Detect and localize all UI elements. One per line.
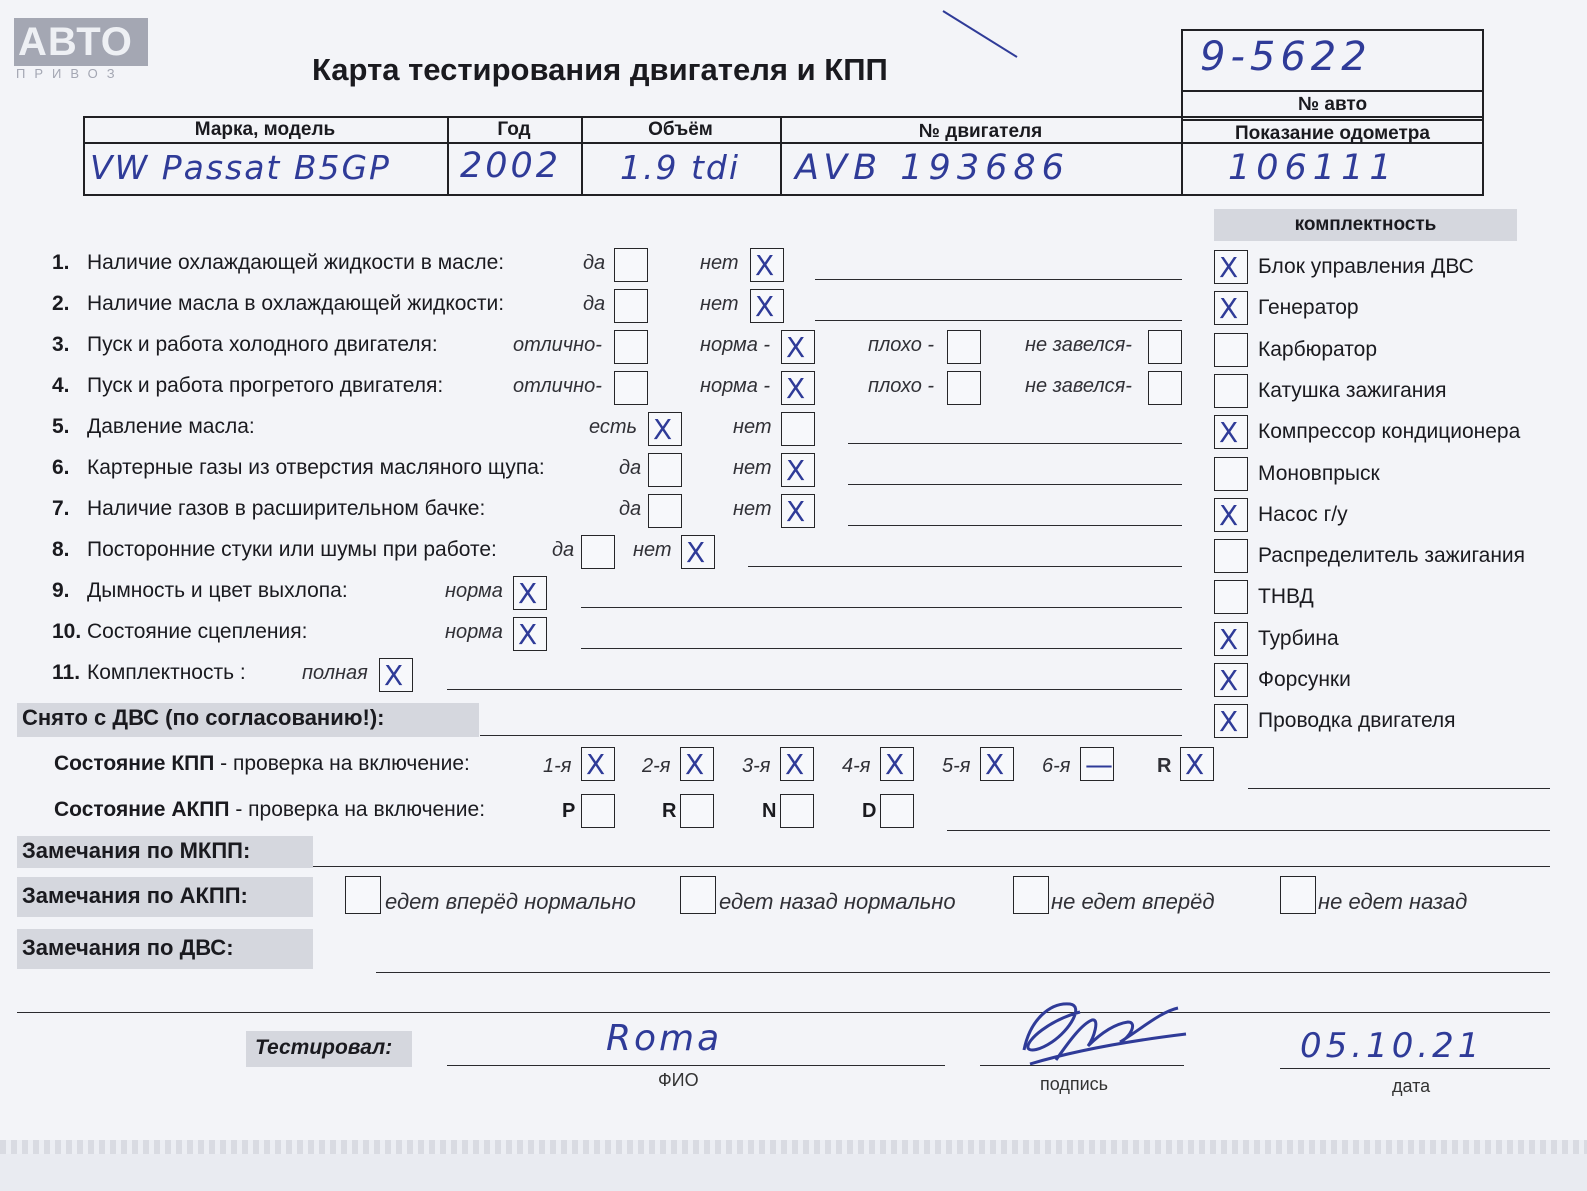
question-text: Состояние сцепления: <box>87 620 308 643</box>
check-mark: X <box>1219 622 1239 656</box>
question-number: 7. <box>52 497 70 520</box>
check-mark: X <box>1219 251 1239 284</box>
akpp-remark-label: не едет назад <box>1318 889 1468 914</box>
answer-checkbox[interactable] <box>781 412 815 446</box>
completeness-item-label: Насос г/у <box>1258 502 1348 526</box>
akpp-line <box>947 830 1550 831</box>
gear-label: 6-я <box>1042 755 1071 777</box>
gear-checkbox[interactable] <box>880 747 914 781</box>
completeness-checkbox[interactable] <box>1214 291 1248 325</box>
answer-checkbox[interactable] <box>750 248 784 282</box>
gear-checkbox[interactable] <box>980 747 1014 781</box>
question-text: Посторонние стуки или шумы при работе: <box>87 538 497 561</box>
check-mark: X <box>686 536 706 569</box>
answer-checkbox[interactable] <box>379 658 413 692</box>
completeness-item-label: Проводка двигателя <box>1258 709 1456 733</box>
answer-label: да <box>619 457 642 479</box>
gear-checkbox[interactable] <box>680 747 714 781</box>
check-mark: X <box>1219 416 1239 450</box>
question-number: 5. <box>52 415 70 438</box>
completeness-checkbox[interactable] <box>1214 250 1248 284</box>
volume-label: Объём <box>648 119 713 140</box>
answer-checkbox[interactable] <box>781 330 815 364</box>
completeness-item-label: Моновпрыск <box>1258 461 1380 485</box>
tested-label: Тестировал: <box>255 1036 393 1059</box>
dvs-remarks-line-2 <box>17 1012 1550 1013</box>
answer-label: да <box>583 252 606 274</box>
answer-line <box>748 566 1182 567</box>
auto-number-value: 9-5622 <box>1200 34 1372 80</box>
auto-number-divider <box>1181 90 1484 92</box>
answer-checkbox[interactable] <box>614 248 648 282</box>
form-title: Карта тестирования двигателя и КПП <box>312 52 888 87</box>
gear-label: 3-я <box>742 755 771 777</box>
engine-number-label: № двигателя <box>918 121 1043 142</box>
question-text: Пуск и работа холодного двигателя: <box>87 333 438 356</box>
check-mark: X <box>1219 292 1239 326</box>
completeness-item-label: Распределитель зажигания <box>1258 544 1526 568</box>
answer-line <box>447 689 1182 690</box>
completeness-checkbox[interactable] <box>1214 333 1248 367</box>
question-number: 8. <box>52 538 70 561</box>
answer-checkbox[interactable] <box>947 330 981 364</box>
question-text: Дымность и цвет выхлопа: <box>87 579 348 602</box>
completeness-checkbox[interactable] <box>1214 622 1248 656</box>
answer-label: плохо - <box>868 375 935 397</box>
answer-line <box>581 648 1182 649</box>
akpp-remark-label: не едет вперёд <box>1051 889 1215 914</box>
answer-checkbox[interactable] <box>681 535 715 569</box>
answer-line <box>848 484 1182 485</box>
volume-value: 1.9 tdi <box>620 148 741 187</box>
answer-checkbox[interactable] <box>581 535 615 569</box>
completeness-title: комплектность <box>1294 214 1437 235</box>
completeness-item-label: Карбюратор <box>1258 337 1378 361</box>
brand-label: Марка, модель <box>194 119 336 140</box>
akpp-remark-label: едет вперёд нормально <box>385 889 636 914</box>
akpp-mode-checkbox[interactable] <box>680 794 714 828</box>
dvs-remarks-label: Замечания по ДВС: <box>22 935 234 960</box>
check-mark: X <box>653 413 673 446</box>
completeness-item-label: Катушка зажигания <box>1258 378 1447 402</box>
answer-checkbox[interactable] <box>648 494 682 528</box>
akpp-mode-checkbox[interactable] <box>880 794 914 828</box>
question-text: Комплектность : <box>87 661 246 684</box>
logo-text: АВТО <box>18 20 133 64</box>
removed-line <box>480 735 1182 736</box>
dash-mark: — <box>1085 748 1113 781</box>
kpp-label-bold: Состояние КПП <box>54 752 215 775</box>
name-caption: ФИО <box>658 1070 699 1090</box>
completeness-checkbox[interactable] <box>1214 704 1248 738</box>
check-mark: X <box>586 748 606 781</box>
gear-label: 5-я <box>942 755 971 777</box>
akpp-remarks-label: Замечания по АКПП: <box>22 883 248 908</box>
year-value: 2002 <box>460 146 562 186</box>
completeness-item-label: Компрессор кондиционера <box>1258 420 1521 444</box>
answer-label: норма <box>445 621 503 643</box>
check-mark: X <box>885 748 905 781</box>
check-mark: X <box>786 454 806 487</box>
gear-label: 1-я <box>543 755 572 777</box>
answer-line <box>581 607 1182 608</box>
completeness-checkbox[interactable] <box>1214 539 1248 573</box>
answer-line <box>815 279 1182 280</box>
name-line <box>447 1065 945 1066</box>
check-mark: X <box>785 748 805 781</box>
question-number: 1. <box>52 251 70 274</box>
akpp-remark-checkbox[interactable] <box>1280 876 1316 914</box>
answer-label: отлично- <box>513 334 602 356</box>
answer-label: нет <box>733 416 772 438</box>
check-mark: X <box>786 495 806 528</box>
question-number: 3. <box>52 333 70 356</box>
answer-label: полная <box>302 662 368 684</box>
gear-label: 4-я <box>842 755 871 777</box>
answer-label: отлично- <box>513 375 602 397</box>
answer-checkbox[interactable] <box>1148 330 1182 364</box>
completeness-item-label: Форсунки <box>1258 668 1351 691</box>
torn-edge <box>0 1140 1587 1154</box>
akpp-mode-label: P <box>562 800 576 822</box>
removed-label: Снято с ДВС (по согласованию!): <box>22 705 385 730</box>
question-number: 6. <box>52 456 70 479</box>
year-label: Год <box>497 119 531 140</box>
check-mark: X <box>1219 664 1239 697</box>
logo-subtext: ПРИВОЗ <box>16 66 124 81</box>
answer-line <box>848 443 1182 444</box>
completeness-checkbox[interactable] <box>1214 374 1248 408</box>
completeness-item-label: ТНВД <box>1258 585 1314 609</box>
answer-label: плохо - <box>868 334 935 356</box>
akpp-label-rest: - проверка на включение: <box>229 798 486 821</box>
completeness-item-label: Генератор <box>1258 296 1359 320</box>
akpp-mode-checkbox[interactable] <box>780 794 814 828</box>
akpp-label <box>54 798 485 822</box>
completeness-checkbox[interactable] <box>1214 580 1248 614</box>
akpp-remark-label: едет назад нормально <box>719 889 956 914</box>
akpp-mode-label: D <box>862 800 877 822</box>
akpp-remark-checkbox[interactable] <box>680 876 716 914</box>
answer-label: нет <box>633 539 672 561</box>
answer-label: не завелся- <box>1025 334 1132 356</box>
check-mark: X <box>1219 705 1239 739</box>
date-line <box>1280 1068 1550 1069</box>
question-number: 2. <box>52 292 70 315</box>
akpp-remark-checkbox[interactable] <box>345 876 381 914</box>
completeness-checkbox[interactable] <box>1214 415 1248 449</box>
answer-checkbox[interactable] <box>513 576 547 610</box>
answer-label: нет <box>700 252 739 274</box>
date-caption: дата <box>1392 1076 1431 1096</box>
answer-checkbox[interactable] <box>648 453 682 487</box>
dvs-remarks-line <box>376 972 1550 973</box>
check-mark: X <box>755 249 775 282</box>
question-number: 4. <box>52 374 70 397</box>
kpp-line <box>1248 788 1550 789</box>
check-mark: X <box>518 577 538 610</box>
check-mark: X <box>786 331 806 364</box>
question-number: 11. <box>52 661 81 684</box>
question-text: Наличие газов в расширительном бачке: <box>87 497 486 520</box>
odometer-value: 106111 <box>1228 148 1398 188</box>
completeness-checkbox[interactable] <box>1214 457 1248 491</box>
answer-checkbox[interactable] <box>781 494 815 528</box>
gear-checkbox[interactable] <box>581 747 615 781</box>
signature-image <box>1010 990 1195 1080</box>
answer-checkbox[interactable] <box>947 371 981 405</box>
question-text: Пуск и работа прогретого двигателя: <box>87 374 444 397</box>
answer-checkbox[interactable] <box>1148 371 1182 405</box>
akpp-mode-checkbox[interactable] <box>581 794 615 828</box>
check-mark: X <box>786 372 806 405</box>
answer-line <box>815 320 1182 321</box>
check-mark: X <box>1185 748 1205 781</box>
kpp-label <box>54 752 470 776</box>
check-mark: X <box>685 748 705 781</box>
akpp-mode-label: R <box>662 800 677 822</box>
answer-label: не завелся- <box>1025 375 1132 397</box>
check-mark: X <box>985 748 1005 781</box>
answer-checkbox[interactable] <box>781 371 815 405</box>
engine-number-value: AVB 193686 <box>795 148 1070 188</box>
signature-caption: подпись <box>1040 1074 1109 1094</box>
check-mark: X <box>384 659 404 692</box>
check-mark: X <box>1219 498 1239 532</box>
answer-checkbox[interactable] <box>781 453 815 487</box>
question-text: Давление масла: <box>87 415 255 438</box>
answer-checkbox[interactable] <box>750 289 784 323</box>
question-text: Наличие масла в охлаждающей жидкости: <box>87 292 505 315</box>
odometer-label: Показание одометра <box>1235 123 1430 144</box>
answer-checkbox[interactable] <box>648 412 682 446</box>
completeness-checkbox[interactable] <box>1214 663 1248 697</box>
completeness-item-label: Турбина <box>1258 626 1339 650</box>
brand-value: VW Passat B5GP <box>90 148 391 187</box>
answer-checkbox[interactable] <box>614 289 648 323</box>
gear-label: 2-я <box>642 755 671 777</box>
question-number: 9. <box>52 579 70 602</box>
answer-label: норма <box>445 580 503 602</box>
check-mark: X <box>518 618 538 651</box>
gear-checkbox[interactable] <box>780 747 814 781</box>
akpp-mode-label: N <box>762 800 777 822</box>
answer-label: нет <box>700 293 739 315</box>
gear-checkbox[interactable] <box>1180 747 1214 781</box>
mkpp-remarks-label: Замечания по МКПП: <box>22 838 251 863</box>
answer-checkbox[interactable] <box>614 371 648 405</box>
auto-number-label: № авто <box>1297 94 1368 115</box>
akpp-label-bold: Состояние АКПП <box>54 798 230 821</box>
mkpp-remarks-line <box>313 866 1550 867</box>
question-text: Наличие охлаждающей жидкости в масле: <box>87 251 505 274</box>
akpp-remark-checkbox[interactable] <box>1013 876 1049 914</box>
answer-label: да <box>619 498 642 520</box>
tester-name-value: Roma <box>606 1018 723 1059</box>
answer-label: нет <box>733 457 772 479</box>
completeness-checkbox[interactable] <box>1214 498 1248 532</box>
kpp-label-rest: - проверка на включение: <box>214 752 470 775</box>
answer-label: да <box>583 293 606 315</box>
answer-label: норма - <box>700 334 771 356</box>
completeness-item-label: Блок управления ДВС <box>1258 255 1474 278</box>
pen-stroke <box>935 5 1025 65</box>
answer-label: есть <box>589 416 638 438</box>
gear-checkbox[interactable] <box>1080 747 1114 781</box>
answer-checkbox[interactable] <box>513 617 547 651</box>
answer-label: норма - <box>700 375 771 397</box>
answer-line <box>848 525 1182 526</box>
question-text: Картерные газы из отверстия масляного щупа: <box>87 456 545 479</box>
answer-label: нет <box>733 498 772 520</box>
question-number: 10. <box>52 620 82 643</box>
check-mark: X <box>755 290 775 323</box>
date-value: 05.10.21 <box>1300 1026 1484 1066</box>
gear-label: R <box>1157 755 1172 777</box>
signature-line <box>980 1065 1184 1066</box>
answer-checkbox[interactable] <box>614 330 648 364</box>
answer-label: да <box>552 539 575 561</box>
